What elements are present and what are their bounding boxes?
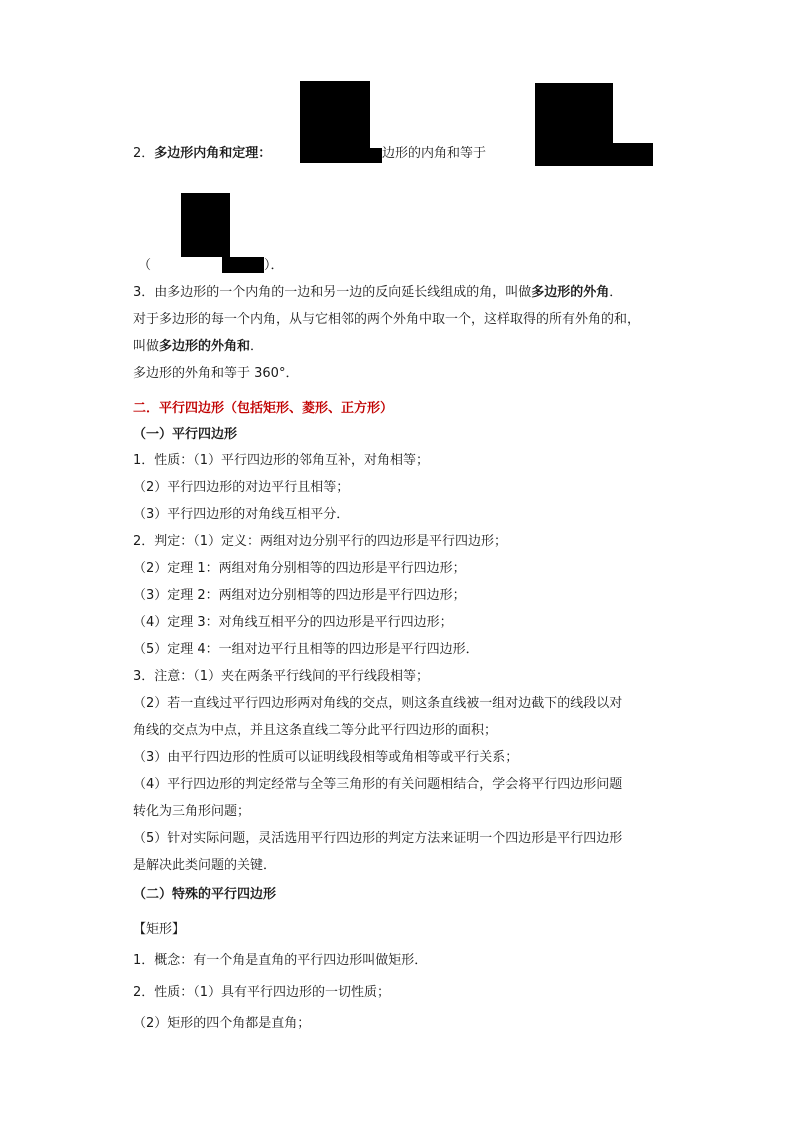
criteria-line-3: （3）定理 2：两组对边分别相等的四边形是平行四边形； — [133, 588, 466, 603]
note-line-2: （2）若一直线过平行四边形两对角线的交点，则这条直线被一组对边截下的线段以对 — [133, 696, 623, 711]
property-line-1: 1．性质：（1）平行四边形的邻角互补，对角相等； — [133, 453, 430, 468]
criteria-line-5: （5）定理 4：一组对边平行且相等的四边形是平行四边形． — [133, 642, 479, 657]
interior-prefix: 2． — [133, 146, 155, 161]
rectangle-heading: 【矩形】 — [133, 922, 186, 937]
interior-theorem-title: 多边形内角和定理： — [154, 146, 272, 161]
exterior-def-end: ． — [609, 285, 623, 300]
note-line-3: 角线的交点为中点，并且这条直线二等分此平行四边形的面积； — [133, 723, 498, 738]
rectangle-line-2: 2．性质：（1）具有平行四边形的一切性质； — [133, 985, 391, 1000]
criteria-line-2: （2）定理 1：两组对角分别相等的四边形是平行四边形； — [133, 561, 466, 576]
rectangle-line-3: （2）矩形的四个角都是直角； — [133, 1016, 311, 1031]
note-line-1: 3．注意：（1）夹在两条平行线间的平行线段相等； — [133, 669, 430, 684]
note-line-8: 是解决此类问题的关键． — [133, 858, 277, 873]
rectangle-line-1: 1．概念：有一个角是直角的平行四边形叫做矩形． — [133, 953, 428, 968]
exterior-sum-value: 多边形的外角和等于 360°． — [133, 366, 299, 381]
note-line-6: 转化为三角形问题； — [133, 804, 251, 819]
subheading-special-parallelogram: （二）特殊的平行四边形 — [133, 887, 277, 902]
redacted-formula-n-tail — [340, 148, 382, 163]
note-line-4: （3）由平行四边形的性质可以证明线段相等或角相等或平行关系； — [133, 750, 519, 765]
redacted-formula-cond — [181, 193, 230, 257]
exterior-sum-term-line — [133, 339, 263, 355]
property-line-3: （3）平行四边形的对角线互相平分． — [133, 507, 350, 522]
redacted-formula-sum-tail — [610, 143, 653, 166]
exterior-sum-def: 对于多边形的每一个内角，从与它相邻的两个外角中取一个，这样取得的所有外角的和， — [133, 312, 641, 327]
criteria-line-4: （4）定理 3：对角线互相平分的四边形是平行四边形； — [133, 615, 453, 630]
note-line-5: （4）平行四边形的判定经常与全等三角形的有关问题相结合，学会将平行四边形问题 — [133, 777, 623, 792]
note-line-7: （5）针对实际问题，灵活选用平行四边形的判定方法来证明一个四边形是平行四边形 — [133, 831, 623, 846]
exterior-sum-prefix: 叫做 — [133, 339, 160, 354]
interior-angle-line — [133, 146, 271, 162]
paren-open: （ — [138, 258, 152, 273]
exterior-def-text: 3．由多边形的一个内角的一边和另一边的反向延长线组成的角，叫做 — [133, 285, 532, 300]
criteria-line-1: 2．判定：（1）定义：两组对边分别平行的四边形是平行四边形； — [133, 534, 508, 549]
exterior-angle-def — [133, 285, 622, 301]
interior-mid-text: 边形的内角和等于 — [382, 146, 487, 161]
section-heading-parallelogram: 二．平行四边形（包括矩形、菱形、正方形） — [133, 401, 394, 416]
exterior-angle-term: 多边形的外角 — [531, 285, 610, 300]
paren-close: ）． — [264, 258, 284, 273]
exterior-sum-end: ． — [250, 339, 264, 354]
property-line-2: （2）平行四边形的对边平行且相等； — [133, 480, 350, 495]
redacted-formula-sum — [535, 83, 613, 166]
subheading-parallelogram: （一）平行四边形 — [133, 427, 238, 442]
redacted-formula-cond-tail — [222, 257, 264, 273]
exterior-sum-term: 多边形的外角和 — [159, 339, 251, 354]
